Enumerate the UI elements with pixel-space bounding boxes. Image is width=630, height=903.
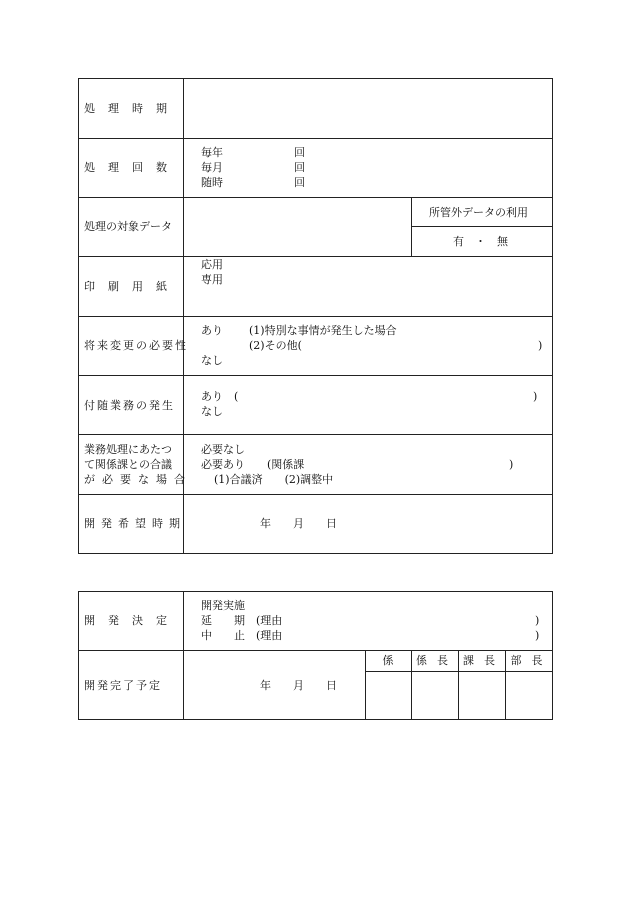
future-change-label: 将来変更の必要性 bbox=[84, 339, 188, 352]
consultation-needed: 必要あり (関係課 bbox=[201, 458, 305, 471]
ancillary-no: なし bbox=[201, 405, 223, 418]
decision-postpone-close-paren: ) bbox=[535, 614, 540, 627]
external-data-header: 所管外データの利用 bbox=[429, 206, 528, 219]
future-change-option2: (2)その他( bbox=[249, 339, 302, 352]
ancillary-close-paren: ) bbox=[533, 390, 538, 403]
stamp-box-section-head[interactable] bbox=[459, 672, 505, 719]
frequency-yearly: 毎年 bbox=[201, 146, 223, 159]
target-data-label: 処理の対象データ bbox=[84, 220, 172, 233]
consultation-label-line2: て関係課との合議 bbox=[84, 458, 172, 471]
frequency-monthly-unit: 回 bbox=[294, 161, 305, 174]
row-divider bbox=[78, 494, 553, 495]
ancillary-yes: あり ( bbox=[201, 390, 239, 403]
paper-label: 印刷用紙 bbox=[84, 280, 180, 293]
row-divider bbox=[78, 316, 553, 317]
consultation-close-paren: ) bbox=[509, 458, 514, 471]
frequency-monthly: 毎月 bbox=[201, 161, 223, 174]
future-change-option1: (1)特別な事情が発生した場合 bbox=[249, 324, 397, 337]
consultation-label-line1: 業務処理にあたつ bbox=[84, 443, 172, 456]
completion-date-units: 年 月 日 bbox=[260, 679, 337, 692]
paper-applied: 応用 bbox=[201, 258, 223, 271]
decision-postpone: 延 期 (理由 bbox=[201, 614, 283, 627]
external-data-options[interactable]: 有 ・ 無 bbox=[453, 235, 508, 248]
external-data-subdivider bbox=[411, 226, 553, 227]
desired-date-units: 年 月 日 bbox=[260, 517, 337, 530]
timing-value-cell[interactable] bbox=[184, 79, 552, 138]
row-divider bbox=[78, 434, 553, 435]
frequency-anytime: 随時 bbox=[201, 176, 223, 189]
decision-cancel: 中 止 (理由 bbox=[201, 629, 283, 642]
row-divider bbox=[78, 650, 553, 651]
desired-date-label: 開発希望時期 bbox=[84, 517, 186, 530]
decision-cancel-close-paren: ) bbox=[535, 629, 540, 642]
consultation-label-line3: が必要な場合 bbox=[84, 473, 192, 486]
completion-label: 開発完了予定 bbox=[84, 679, 162, 692]
row-divider bbox=[78, 197, 553, 198]
frequency-label: 処理回数 bbox=[84, 161, 180, 174]
frequency-anytime-unit: 回 bbox=[294, 176, 305, 189]
consultation-sub-options: (1)合議済 (2)調整中 bbox=[214, 473, 334, 486]
row-divider bbox=[78, 138, 553, 139]
stamp-header-department-head: 部長 bbox=[510, 654, 553, 667]
consultation-not-needed: 必要なし bbox=[201, 443, 245, 456]
row-divider bbox=[78, 256, 553, 257]
decision-implement: 開発実施 bbox=[201, 599, 245, 612]
timing-label: 処理時期 bbox=[84, 102, 180, 115]
frequency-yearly-unit: 回 bbox=[294, 146, 305, 159]
stamp-header-section-head: 課長 bbox=[463, 654, 505, 667]
stamp-box-staff[interactable] bbox=[366, 672, 411, 719]
stamp-header-chief: 係長 bbox=[416, 654, 458, 667]
label-column-divider bbox=[183, 591, 184, 720]
decision-label: 開発決定 bbox=[84, 614, 180, 627]
row-divider bbox=[78, 375, 553, 376]
ancillary-label: 付随業務の発生 bbox=[84, 399, 175, 412]
stamp-box-department-head[interactable] bbox=[506, 672, 552, 719]
future-change-no: なし bbox=[201, 354, 223, 367]
future-change-yes: あり bbox=[201, 324, 223, 337]
future-change-close-paren: ) bbox=[538, 339, 543, 352]
paper-dedicated: 専用 bbox=[201, 273, 223, 286]
stamp-box-chief[interactable] bbox=[412, 672, 458, 719]
stamp-header-staff: 係 bbox=[382, 654, 394, 667]
